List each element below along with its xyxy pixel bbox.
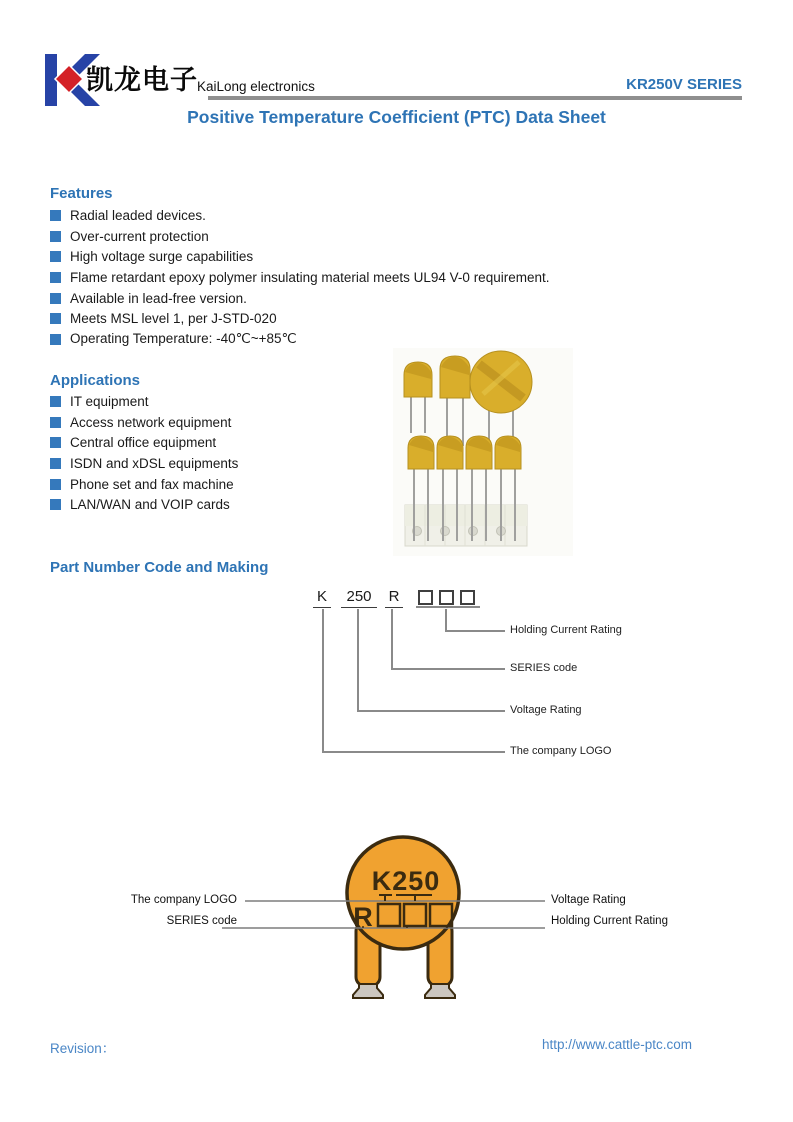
callout-company-logo: The company LOGO bbox=[510, 745, 612, 757]
feature-text: Radial leaded devices. bbox=[70, 207, 206, 223]
list-item bbox=[50, 494, 238, 515]
pn-segment-logo: K bbox=[313, 588, 331, 608]
bullet-square-icon bbox=[50, 231, 61, 242]
bullet-square-icon bbox=[50, 251, 61, 262]
bullet-square-icon bbox=[50, 272, 61, 283]
callout-line bbox=[391, 668, 505, 670]
application-text: Phone set and fax machine bbox=[70, 476, 234, 492]
bullet-square-icon bbox=[50, 458, 61, 469]
marking-label-company-logo: The company LOGO bbox=[130, 894, 237, 906]
bullet-square-icon bbox=[50, 417, 61, 428]
list-item bbox=[50, 226, 549, 247]
bullet-square-icon bbox=[50, 210, 61, 221]
bullet-square-icon bbox=[50, 396, 61, 407]
product-photo-image bbox=[393, 348, 573, 556]
digit-box-icon bbox=[439, 590, 454, 605]
pn-segment-voltage: 250 bbox=[341, 588, 377, 608]
bullet-square-icon bbox=[50, 334, 61, 345]
feature-text: Operating Temperature: -40℃~+85℃ bbox=[70, 331, 297, 347]
list-item bbox=[50, 308, 549, 329]
callout-series-code: SERIES code bbox=[510, 662, 578, 674]
list-item bbox=[50, 391, 238, 412]
revision-label: Revision： bbox=[50, 1041, 116, 1056]
callout-line bbox=[322, 751, 505, 753]
callout-line bbox=[322, 609, 324, 753]
header-divider bbox=[208, 96, 742, 100]
list-item bbox=[50, 205, 549, 226]
bullet-square-icon bbox=[50, 293, 61, 304]
features-heading: Features bbox=[50, 185, 113, 202]
pn-boxes-underline bbox=[416, 606, 480, 608]
part-number-heading: Part Number Code and Making bbox=[50, 559, 269, 576]
application-text: IT equipment bbox=[70, 393, 149, 409]
logo-chinese-text: 凯龙电子 bbox=[86, 65, 198, 96]
marking-label-voltage-rating: Voltage Rating bbox=[551, 894, 626, 906]
callout-holding-current: Holding Current Rating bbox=[510, 624, 622, 636]
application-text: Access network equipment bbox=[70, 414, 232, 430]
applications-list bbox=[50, 391, 238, 515]
disc-marking-line1: K250 bbox=[371, 866, 441, 896]
feature-text: Meets MSL level 1, per J-STD-020 bbox=[70, 311, 277, 327]
bullet-square-icon bbox=[50, 499, 61, 510]
callout-voltage-rating: Voltage Rating bbox=[510, 704, 582, 716]
callout-line bbox=[357, 710, 505, 712]
callout-line bbox=[445, 609, 447, 632]
feature-text: Available in lead-free version. bbox=[70, 290, 247, 306]
bullet-square-icon bbox=[50, 437, 61, 448]
bullet-square-icon bbox=[50, 313, 61, 324]
applications-heading: Applications bbox=[50, 372, 141, 389]
callout-line bbox=[357, 609, 359, 712]
website-link[interactable]: http://www.cattle-ptc.com bbox=[542, 1037, 693, 1052]
list-item bbox=[50, 288, 549, 309]
application-text: ISDN and xDSL equipments bbox=[70, 455, 239, 471]
marking-diagram-image bbox=[130, 826, 700, 1000]
list-item bbox=[50, 246, 549, 267]
list-item bbox=[50, 329, 549, 350]
list-item bbox=[50, 432, 238, 453]
document-title: Positive Temperature Coefficient (PTC) Data Sheet bbox=[187, 107, 606, 127]
application-text: LAN/WAN and VOIP cards bbox=[70, 497, 230, 513]
list-item bbox=[50, 267, 549, 288]
feature-text: Over-current protection bbox=[70, 228, 209, 244]
bullet-square-icon bbox=[50, 479, 61, 490]
company-name: KaiLong electronics bbox=[197, 79, 315, 94]
disc-marking-line2: R bbox=[353, 902, 373, 932]
marking-label-series-code: SERIES code bbox=[166, 915, 237, 927]
callout-line bbox=[445, 630, 505, 632]
features-list bbox=[50, 205, 549, 350]
list-item bbox=[50, 453, 238, 474]
pn-segment-series: R bbox=[385, 588, 403, 608]
marking-label-holding-current: Holding Current Rating bbox=[551, 915, 668, 927]
callout-line bbox=[391, 609, 393, 670]
series-title: KR250V SERIES bbox=[626, 76, 742, 93]
list-item bbox=[50, 474, 238, 495]
list-item bbox=[50, 412, 238, 433]
feature-text: High voltage surge capabilities bbox=[70, 249, 254, 265]
application-text: Central office equipment bbox=[70, 435, 217, 451]
digit-box-icon bbox=[460, 590, 475, 605]
feature-text: Flame retardant epoxy polymer insulating material meets UL94 V-0 requirement. bbox=[70, 269, 550, 285]
digit-box-icon bbox=[418, 590, 433, 605]
